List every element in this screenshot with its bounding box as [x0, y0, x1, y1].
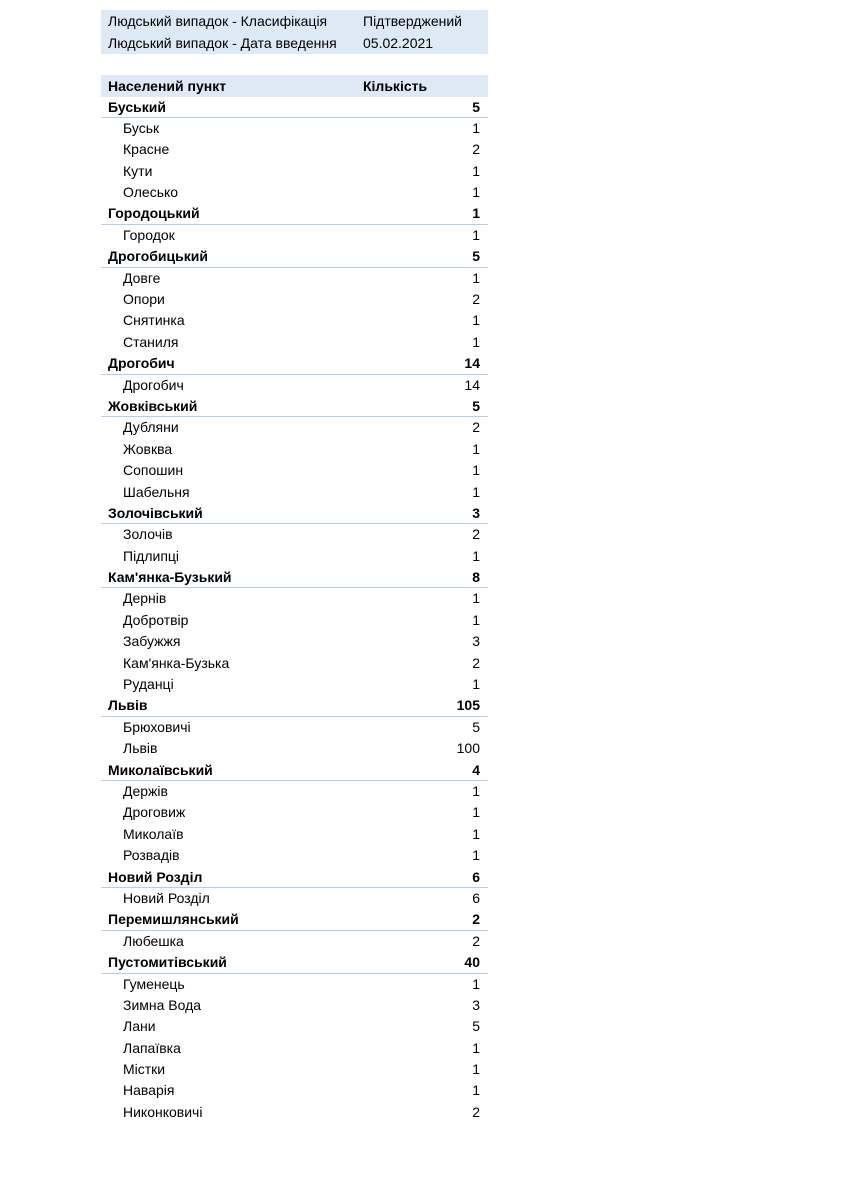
place-name: Шабельня: [123, 483, 190, 500]
table-row: [101, 888, 488, 909]
group-row: [101, 952, 488, 973]
table-row: [101, 653, 488, 674]
place-name: Львів: [123, 740, 158, 757]
group-row: [101, 97, 488, 118]
group-name: Жовківський: [108, 397, 198, 414]
table-row: [101, 781, 488, 802]
case-count: 1: [472, 611, 480, 628]
group-total: 105: [456, 697, 480, 714]
table-row: [101, 802, 488, 823]
place-name: Любешка: [123, 932, 184, 949]
case-count: 1: [472, 547, 480, 564]
group-total: 5: [472, 397, 480, 414]
place-name: Буськ: [123, 119, 160, 136]
group-row: [101, 867, 488, 888]
group-name: Буський: [108, 98, 166, 115]
table-row: [101, 738, 488, 759]
group-row: [101, 503, 488, 524]
group-name: Дрогобицький: [108, 248, 208, 265]
table-header: [101, 75, 488, 97]
place-name: Сопошин: [123, 462, 184, 479]
case-count: 14: [464, 376, 480, 393]
case-count: 1: [472, 1039, 480, 1056]
group-total: 4: [472, 761, 480, 778]
table-row: [101, 931, 488, 952]
filter-value: 05.02.2021: [363, 35, 434, 51]
table-row: [101, 674, 488, 695]
table-row: [101, 225, 488, 246]
table-row: [101, 631, 488, 652]
group-row: [101, 909, 488, 930]
group-name: Пустомитівський: [108, 954, 227, 971]
group-row: [101, 203, 488, 224]
table-row: [101, 824, 488, 845]
table-row: [101, 268, 488, 289]
case-count: 2: [472, 419, 480, 436]
group-name: Дрогобич: [108, 355, 175, 372]
group-total: 40: [464, 954, 480, 971]
case-count: 100: [456, 740, 480, 757]
place-name: Гуменець: [123, 975, 185, 992]
column-header-place: Населений пункт: [108, 78, 227, 94]
table-row: [101, 1102, 488, 1123]
case-count: 1: [472, 804, 480, 821]
table-row: [101, 588, 488, 609]
place-name: Руданці: [123, 676, 174, 693]
table-row: [101, 289, 488, 310]
table-row: [101, 1059, 488, 1080]
place-name: Зимна Вода: [123, 996, 202, 1013]
case-count: 1: [472, 975, 480, 992]
filter-label: Людський випадок - Дата введення: [108, 35, 337, 51]
case-count: 1: [472, 483, 480, 500]
case-count: 2: [472, 141, 480, 158]
place-name: Дроговиж: [123, 804, 186, 821]
group-row: [101, 760, 488, 781]
table-row: [101, 375, 488, 396]
table-body: [101, 97, 488, 1124]
case-count: 2: [472, 526, 480, 543]
case-count: 1: [472, 312, 480, 329]
place-name: Лани: [123, 1018, 156, 1035]
group-total: 1: [472, 205, 480, 222]
table-row: [101, 161, 488, 182]
case-count: 1: [472, 783, 480, 799]
table-row: [101, 460, 488, 481]
table-row: [101, 974, 488, 995]
place-name: Никонковичі: [123, 1103, 203, 1120]
table-row: [101, 182, 488, 203]
table-row: [101, 482, 488, 503]
group-name: Львів: [108, 697, 148, 714]
group-total: 14: [464, 355, 480, 372]
table-row: [101, 1080, 488, 1101]
group-total: 5: [472, 98, 480, 115]
filter-row-entry-date: [101, 32, 488, 54]
group-name: Городоцький: [108, 205, 200, 222]
case-count: 1: [472, 333, 480, 350]
group-total: 2: [472, 911, 480, 928]
place-name: Олесько: [123, 184, 179, 201]
place-name: Лапаївка: [123, 1039, 181, 1056]
place-name: Городок: [123, 226, 175, 243]
case-count: 1: [472, 676, 480, 693]
place-name: Миколаїв: [123, 825, 184, 842]
place-name: Наварія: [123, 1082, 175, 1099]
table-row: [101, 845, 488, 866]
case-count: 1: [472, 269, 480, 286]
place-name: Кути: [123, 162, 153, 179]
table-row: [101, 310, 488, 331]
case-count: 1: [472, 184, 480, 201]
case-count: 1: [472, 119, 480, 136]
case-count: 1: [472, 162, 480, 179]
place-name: Довге: [123, 269, 161, 286]
place-name: Снятинка: [123, 312, 185, 329]
case-count: 2: [472, 654, 480, 671]
filter-panel: [101, 10, 488, 54]
group-row: [101, 695, 488, 716]
case-count: 1: [472, 462, 480, 479]
table-row: [101, 439, 488, 460]
table-row: [101, 546, 488, 567]
case-count: 1: [472, 1082, 480, 1099]
filter-row-classification: [101, 10, 488, 32]
case-count: 2: [472, 291, 480, 308]
group-name: Новий Розділ: [108, 868, 203, 885]
place-name: Дернів: [123, 590, 167, 607]
table-row: [101, 995, 488, 1016]
place-name: Держів: [123, 783, 168, 799]
case-count: 1: [472, 1061, 480, 1078]
group-name: Миколаївський: [108, 761, 213, 778]
filter-label: Людський випадок - Класифікація: [108, 13, 328, 29]
table-row: [101, 610, 488, 631]
table-row: [101, 524, 488, 545]
table-row: [101, 139, 488, 160]
table-row: [101, 717, 488, 738]
table-row: [101, 417, 488, 438]
place-name: Забужжя: [123, 633, 181, 650]
case-count: 1: [472, 226, 480, 243]
place-name: Брюховичі: [123, 718, 191, 735]
group-name: Золочівський: [108, 504, 203, 521]
table-row: [101, 1038, 488, 1059]
place-name: Містки: [123, 1061, 166, 1078]
case-count: 1: [472, 847, 480, 864]
place-name: Кам'янка-Бузька: [123, 654, 230, 671]
place-name: Золочів: [123, 526, 173, 543]
case-count: 2: [472, 932, 480, 949]
group-row: [101, 353, 488, 374]
group-total: 8: [472, 569, 480, 586]
case-count: 5: [472, 1018, 480, 1035]
case-count: 3: [472, 996, 480, 1013]
case-count: 1: [472, 590, 480, 607]
filter-value: Підтверджений: [363, 13, 462, 29]
case-count: 2: [472, 1103, 480, 1120]
place-name: Красне: [123, 141, 170, 158]
group-total: 6: [472, 868, 480, 885]
column-header-count: Кількість: [363, 78, 428, 94]
place-name: Добротвір: [123, 611, 189, 628]
case-count: 1: [472, 440, 480, 457]
group-row: [101, 396, 488, 417]
group-row: [101, 246, 488, 267]
group-total: 5: [472, 248, 480, 265]
place-name: Новий Розділ: [123, 889, 210, 906]
place-name: Підлипці: [123, 547, 180, 564]
group-row: [101, 567, 488, 588]
group-name: Перемишлянський: [108, 911, 239, 928]
cases-table: [101, 75, 488, 1123]
place-name: Дубляни: [123, 419, 179, 436]
case-count: 3: [472, 633, 480, 650]
place-name: Станиля: [123, 333, 179, 350]
case-count: 6: [472, 889, 480, 906]
place-name: Дрогобич: [123, 376, 184, 393]
table-row: [101, 1016, 488, 1037]
table-row: [101, 332, 488, 353]
group-total: 3: [472, 504, 480, 521]
place-name: Розвадів: [123, 847, 180, 864]
table-row: [101, 118, 488, 139]
case-count: 1: [472, 825, 480, 842]
group-name: Кам'янка-Бузький: [108, 569, 232, 586]
place-name: Жовква: [123, 440, 173, 457]
place-name: Опори: [123, 291, 165, 308]
case-count: 5: [472, 718, 480, 735]
